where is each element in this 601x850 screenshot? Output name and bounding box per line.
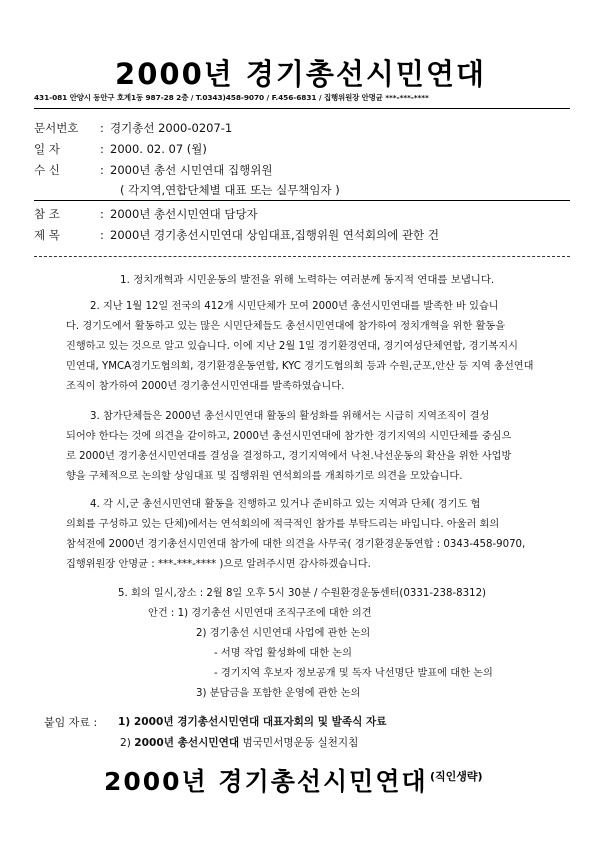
paragraph-3-line: 되어야 한다는 것에 의견을 같이하고, 2000년 총선시민연대에 참가한 경기지역의 시민단체를 중심으 [66,431,512,442]
doc-number-value: 경기총선 2000-0207-1 [110,121,233,135]
agenda-item: 2) 경기총선 시민연대 사업에 관한 논의 [196,628,371,639]
doc-number-row: 문서번호 : 경기총선 2000-0207-1 [34,121,233,135]
meeting-info: 5. 회의 일시,장소 : 2월 8일 오후 5시 30분 / 수원환경운동센터(0331-238-8312) [118,588,487,599]
paragraph-4-line: 의회를 구성하고 있는 단체)에서는 연석회의에 적극적인 참가를 부탁드리는 바입니다. 아울러 회의 [66,519,500,530]
paragraph-2-line: 진행하고 있는 것으로 알고 있습니다. 이에 지난 2월 1일 경기환경연대, 경기여성단체연합, 경기복지시 [66,341,518,352]
paragraph-3-line: 향을 구체적으로 논의할 상임대표 및 집행위원 연석회의를 개최하기로 의견을 모았습니다. [66,471,463,482]
section-divider [34,256,570,257]
paragraph-3-line: 3. 참가단체들은 2000년 총선시민연대 활동의 활성화를 위해서는 시급히 지역조직이 결성 [90,411,490,422]
agenda-item: 3) 분담금을 포함한 운영에 관한 논의 [196,688,361,699]
date-label: 일 자 [34,142,60,156]
date-value: 2000. 02. 07 (월) [110,142,207,156]
date-row: 일 자 : 2000. 02. 07 (월) [34,142,207,156]
attachments-label: 붙임 자료 : [44,716,98,729]
agenda-subitem: - 경기지역 후보자 정보공개 및 독자 낙선명단 발표에 대한 논의 [214,668,493,679]
attachment-item-2-number: 2) [120,737,131,749]
reference-value: 2000년 총선시민연대 담당자 [110,207,258,221]
subject-label: 제 목 [34,228,60,242]
agenda-item: 안건 : 1) 경기총선 시민연대 조직구조에 대한 의견 [148,608,372,619]
subject-row: 제 목 : 2000년 경기총선시민연대 상임대표,집행위원 연석회의에 관한 건 [34,228,439,242]
organization-title: 2000년 경기총선시민연대 [115,57,486,91]
footer-organization-title: 2000년 경기총선시민연대 [104,767,428,796]
attachment-item-2-title: 2000년 총선시민연대 [134,737,240,749]
reference-row: 참 조 : 2000년 총선시민연대 담당자 [34,207,258,221]
paragraph-1: 1. 정치개혁과 시민운동의 발전을 위해 노력하는 여러분께 동지적 연대를 보냅니다. [120,274,495,286]
address-line: 431-081 안양시 동안구 호계1동 987-28 2층 / T.0343)458-9070 / F.456-6831 / 집행위원장 안명균 ***-***-**** [34,93,429,102]
recipient-row: 수 신 : 2000년 총선 시민연대 집행위원 [34,163,273,177]
paragraph-4-line: 집행위원장 안명균 : ***-***-**** )으로 알려주시면 감사하겠습니다. [66,559,371,570]
attachment-item-2-desc: 범국민서명운동 실천지침 [242,737,359,749]
attachment-item-2 [120,735,358,750]
attachment-item-1: 1) 2000년 경기총선시민연대 대표자회의 및 발족식 자료 [118,716,387,728]
meta-divider [34,200,570,201]
paragraph-2-line: 민연대, YMCA경기도협의회, 경기환경운동연합, KYC 경기도협의회 등과 수원,군포,안산 등 지역 총선연대 [66,361,534,372]
paragraph-2-line: 2. 지난 1월 12일 전국의 412개 시민단체가 모여 2000년 총선시민연대를 발족한 바 있습니 [90,301,499,312]
recipient-detail: ( 각지역,연합단체별 대표 또는 실무책임자 ) [120,183,340,197]
paragraph-4-line: 참석전에 2000년 경기총선시민연대 참가에 대한 의견을 사무국( 경기환경운동연합 : 0343-458-9070, [66,539,526,550]
paragraph-2-line: 다. 경기도에서 활동하고 있는 많은 시민단체들도 총선시민연대에 참가하여 정치개혁을 위한 활동을 [66,321,506,332]
doc-number-label: 문서번호 [34,121,79,135]
paragraph-3-line: 로 2000년 경기총선시민연대를 결성을 결정하고, 경기지역에서 낙천.낙선운동의 확산을 위한 사업방 [66,451,512,462]
reference-label: 참 조 [34,207,60,221]
paragraph-4-line: 4. 각 시,군 총선시민연대 활동을 진행하고 있거나 준비하고 있는 지역과 단체( 경기도 협 [90,499,481,510]
paragraph-2-line: 조직이 참가하여 2000년 경기총선시민연대를 발족하였습니다. [66,381,345,392]
seal-omitted-note: (직인생략) [430,770,483,783]
recipient-label: 수 신 [34,163,60,177]
header-divider [34,108,570,109]
subject-value: 2000년 경기총선시민연대 상임대표,집행위원 연석회의에 관한 건 [110,228,439,242]
recipient-value: 2000년 총선 시민연대 집행위원 [110,163,273,177]
agenda-subitem: - 서명 작업 활성화에 대한 논의 [214,648,352,659]
